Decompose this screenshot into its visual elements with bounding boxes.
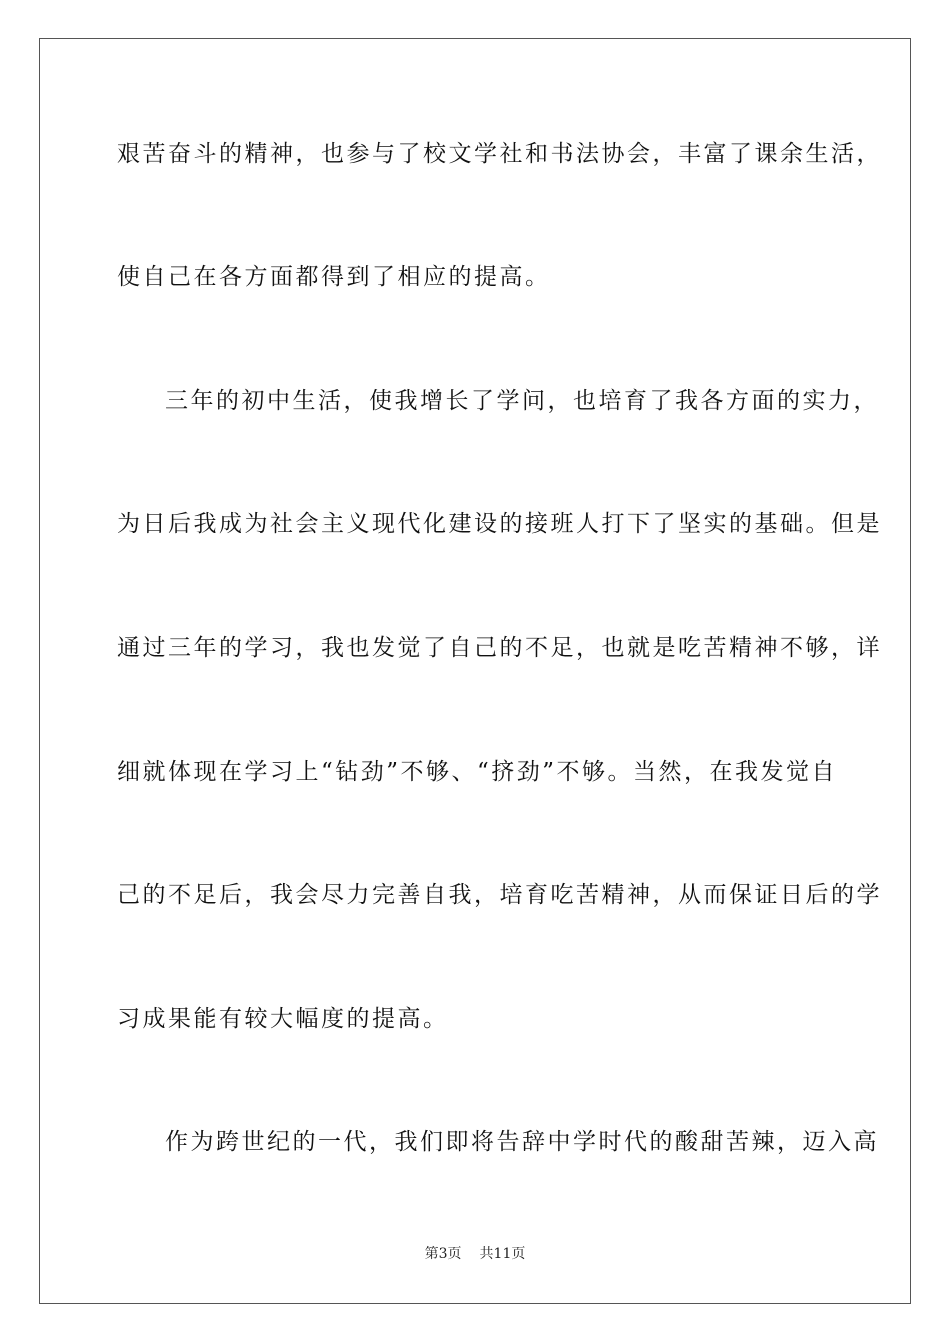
paragraph-line: 作为跨世纪的一代，我们即将告辞中学时代的酸甜苦辣，迈入高 [165, 1129, 879, 1155]
page-footer [0, 1244, 950, 1264]
paragraph-line: 己的不足后，我会尽力完善自我，培育吃苦精神，从而保证日后的学 [117, 882, 882, 908]
page-number: 第3页 [424, 1246, 462, 1262]
paragraph-line: 通过三年的学习，我也发觉了自己的不足，也就是吃苦精神不够，详 [117, 635, 882, 661]
total-pages: 共11页 [479, 1246, 526, 1262]
page-border [39, 38, 911, 1304]
paragraph-line: 细就体现在学习上“钻劲”不够、“挤劲”不够。当然，在我发觉自 [117, 759, 838, 785]
paragraph-line: 习成果能有较大幅度的提高。 [117, 1006, 449, 1032]
paragraph-line: 艰苦奋斗的精神，也参与了校文学社和书法协会，丰富了课余生活， [117, 141, 882, 167]
paragraph-line: 为日后我成为社会主义现代化建设的接班人打下了坚实的基础。但是 [117, 511, 882, 537]
paragraph-line: 使自己在各方面都得到了相应的提高。 [117, 264, 551, 290]
paragraph-line: 三年的初中生活，使我增长了学问，也培育了我各方面的实力， [165, 388, 879, 414]
